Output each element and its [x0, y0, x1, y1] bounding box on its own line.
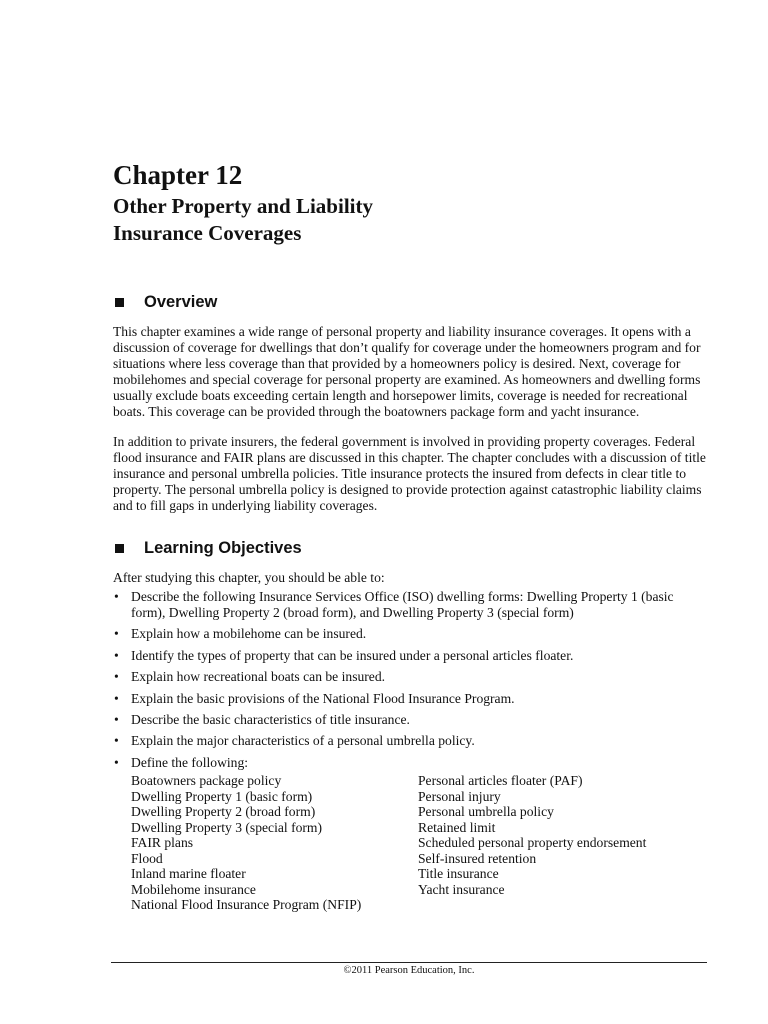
term-item: Inland marine floater [131, 866, 246, 881]
objective-item: • Explain the basic provisions of the National Flood Insurance Program. [113, 691, 708, 707]
term-item: Dwelling Property 1 (basic form) [131, 788, 313, 804]
objective-item: • Explain the major characteristics of a personal umbrella policy. [113, 733, 708, 749]
overview-heading [113, 292, 217, 312]
objective-item: • Identify the types of property that can be insured under a personal articles floater. [113, 648, 708, 664]
objective-item: • Define the following: [113, 755, 708, 771]
objectives-intro: After studying this chapter, you should be able to: [113, 570, 385, 585]
term-item: Dwelling Property 2 (broad form) [131, 804, 316, 819]
objectives-list [113, 589, 708, 776]
learning-objectives-heading [113, 538, 302, 558]
term-item: Personal injury [418, 788, 501, 804]
term-item: Retained limit [418, 819, 496, 835]
overview-paragraph-2: In addition to private insurers, the federal government is involved in providing property coverages. Federal flood insurance and FAIR plans are discussed in this chapter. The chapter concludes with a discussion of title insurance and personal umbrella policies. Title insurance protects the insured from defects in clear title to property. The personal umbrella policy is designed to provide protection against catastrophic liability claims and to fill gaps in underlying liability coverages. [113, 434, 706, 513]
term-item: Self-insured retention [418, 850, 537, 866]
chapter-title-line-2: Insurance Coverages [113, 221, 302, 245]
term-item: Boatowners package policy [131, 773, 282, 788]
term-item: National Flood Insurance Program (NFIP) [131, 897, 362, 912]
objective-item: • Describe the following Insurance Services Office (ISO) dwelling forms: Dwelling Property 1 (basic form), Dwelling Property 2 (broad form), and Dwelling Property 3 (special form) [113, 589, 708, 621]
chapter-title-line-1: Other Property and Liability [113, 194, 373, 218]
chapter-title [113, 193, 513, 247]
objective-item: • Explain how recreational boats can be insured. [113, 669, 708, 685]
footer-copyright: ©2011 Pearson Education, Inc. [343, 965, 475, 976]
footer-divider [111, 962, 707, 963]
terms-column-1 [131, 773, 411, 913]
term-item: Flood [131, 850, 163, 866]
terms-column-2 [418, 773, 708, 897]
term-item: Title insurance [418, 866, 499, 881]
term-item: FAIR plans [131, 835, 194, 850]
term-item: Scheduled personal property endorsement [418, 835, 647, 850]
chapter-number: Chapter 12 [113, 160, 243, 190]
square-bullet-icon [115, 544, 124, 553]
term-item: Dwelling Property 3 (special form) [131, 819, 323, 835]
objective-item: • Explain how a mobilehome can be insured. [113, 626, 708, 642]
term-item: Personal articles floater (PAF) [418, 773, 583, 788]
square-bullet-icon [115, 298, 124, 307]
term-item: Mobilehome insurance [131, 881, 256, 897]
term-item: Yacht insurance [418, 881, 505, 897]
learning-objectives-heading-label: Learning Objectives [144, 539, 302, 557]
term-item: Personal umbrella policy [418, 804, 554, 819]
objective-item: • Describe the basic characteristics of title insurance. [113, 712, 708, 728]
overview-paragraph-1: This chapter examines a wide range of personal property and liability insurance coverages. It opens with a discussion of coverage for dwellings that don’t qualify for coverage under the homeowners program and for situations where less coverage than that provided by a homeowners policy is desired. Next, coverage for mobilehomes and special coverage for personal property are examined. As homeowners and dwelling forms usually exclude boats exceeding certain length and horsepower limits, coverage is needed for recreational boats. This coverage can be provided through the boatowners package form and yacht insurance. [113, 324, 701, 419]
overview-heading-label: Overview [144, 293, 218, 311]
